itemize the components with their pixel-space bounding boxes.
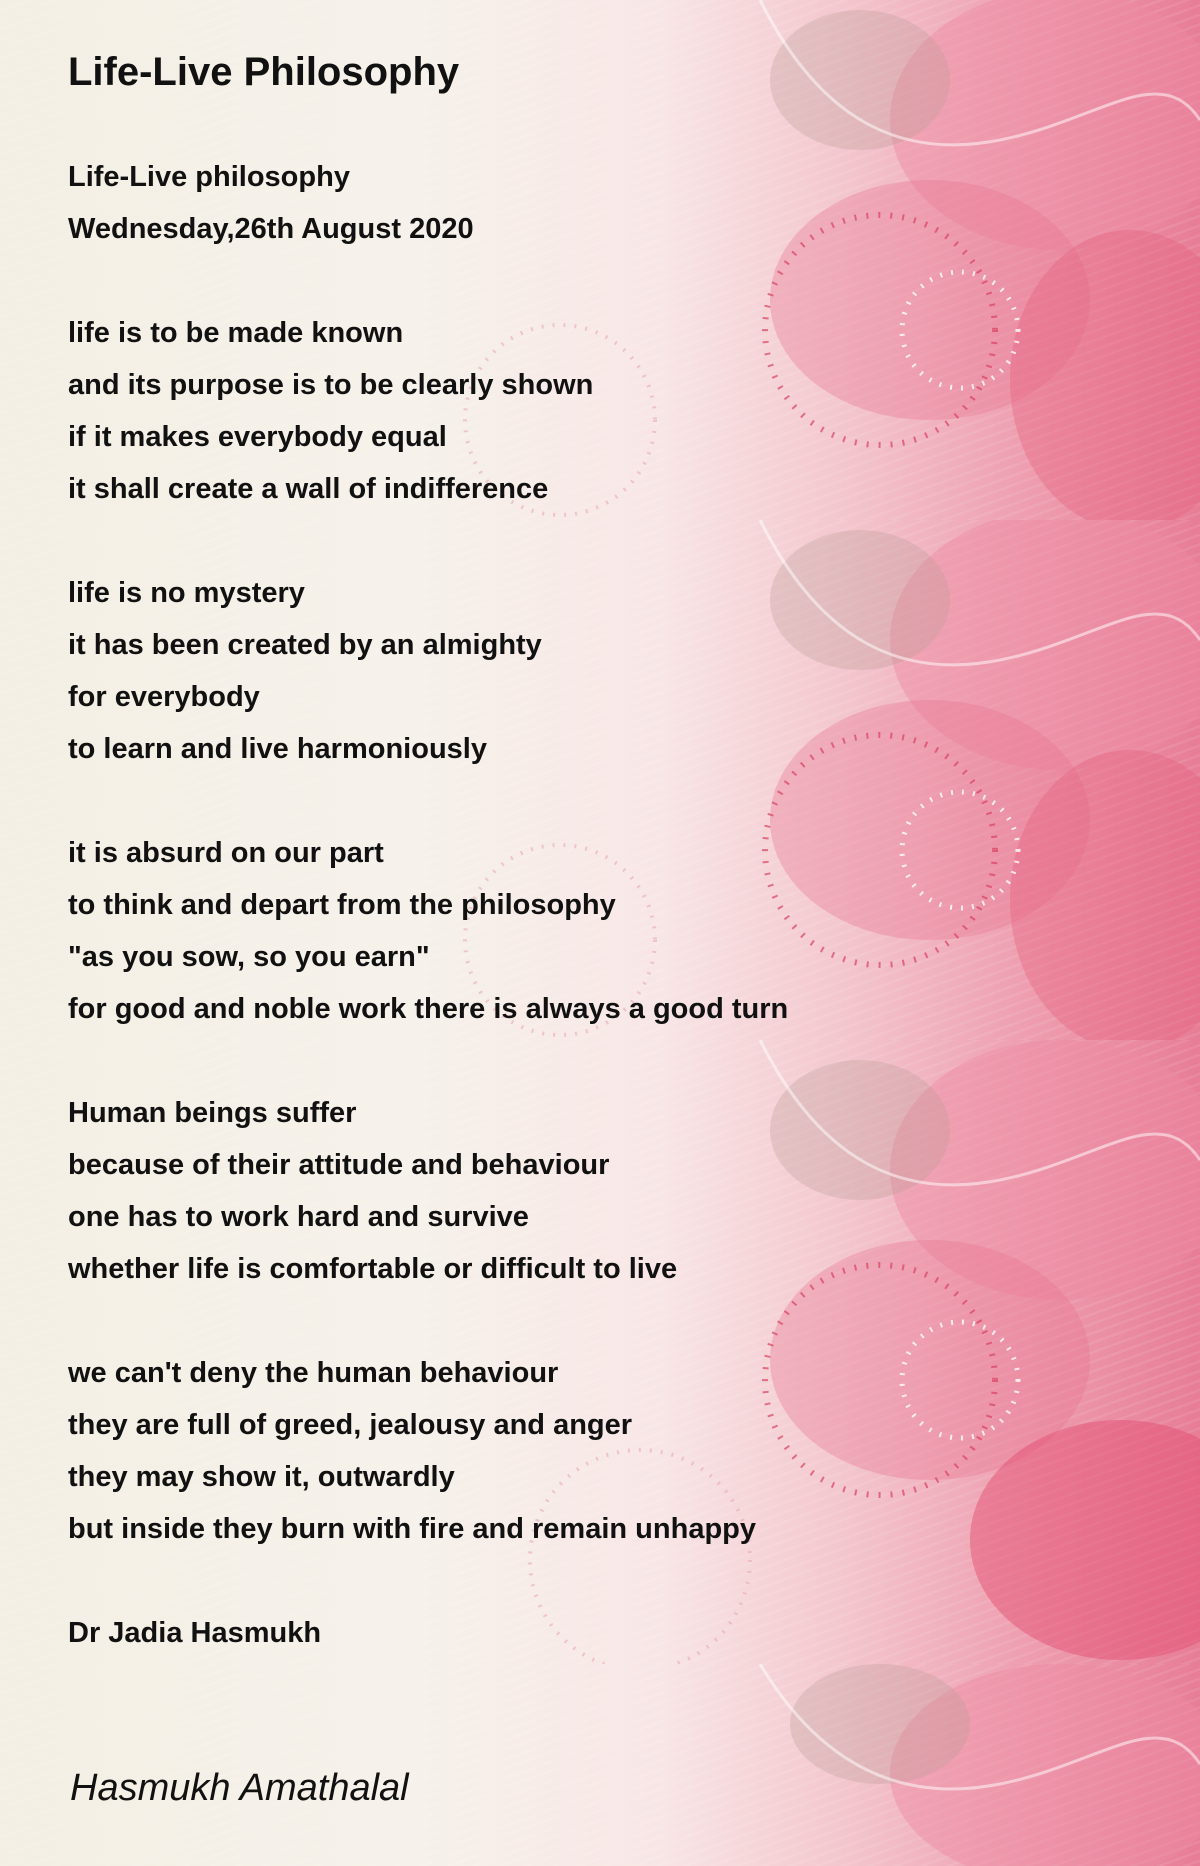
stanza-gap xyxy=(68,775,1068,827)
poem-signature: Dr Jadia Hasmukh xyxy=(68,1617,322,1649)
poem-line: whether life is comfortable or difficult to live xyxy=(68,1253,678,1285)
floral-decoration-icon xyxy=(0,1664,1200,1866)
poem-line: because of their attitude and behaviour xyxy=(68,1149,610,1181)
stanza-gap xyxy=(68,255,1068,307)
poem-line: to learn and live harmoniously xyxy=(68,733,487,765)
stanza-gap xyxy=(68,515,1068,567)
poem-line: life is no mystery xyxy=(68,577,305,609)
floral-background-band xyxy=(0,1664,1200,1866)
poem-line: but inside they burn with fire and remain unhappy xyxy=(68,1513,756,1545)
poem-line: it shall create a wall of indifference xyxy=(68,473,549,505)
poem-line: and its purpose is to be clearly shown xyxy=(68,369,594,401)
poem-line: Human beings suffer xyxy=(68,1097,357,1129)
poem-line: it has been created by an almighty xyxy=(68,629,542,661)
poem-line: life is to be made known xyxy=(68,317,404,349)
poem-line: "as you sow, so you earn" xyxy=(68,941,430,973)
poem-line: it is absurd on our part xyxy=(68,837,384,869)
stanza-gap xyxy=(68,1035,1068,1087)
stanza-gap xyxy=(68,1555,1068,1607)
poem-title: Life-Live Philosophy xyxy=(68,50,460,94)
poem-date: Wednesday,26th August 2020 xyxy=(68,213,474,245)
poem-body xyxy=(68,151,1068,1659)
poem-line: one has to work hard and survive xyxy=(68,1201,529,1233)
poem-line: to think and depart from the philosophy xyxy=(68,889,616,921)
stanza-gap xyxy=(68,1295,1068,1347)
poem-line: if it makes everybody equal xyxy=(68,421,447,453)
poem-line: for everybody xyxy=(68,681,260,713)
poem-subtitle: Life-Live philosophy xyxy=(68,161,350,193)
poem-line: we can't deny the human behaviour xyxy=(68,1357,559,1389)
poet-name: Hasmukh Amathalal xyxy=(70,1767,409,1809)
poem-line: for good and noble work there is always a good turn xyxy=(68,993,789,1025)
poem-line: they are full of greed, jealousy and anger xyxy=(68,1409,633,1441)
poem-line: they may show it, outwardly xyxy=(68,1461,455,1493)
